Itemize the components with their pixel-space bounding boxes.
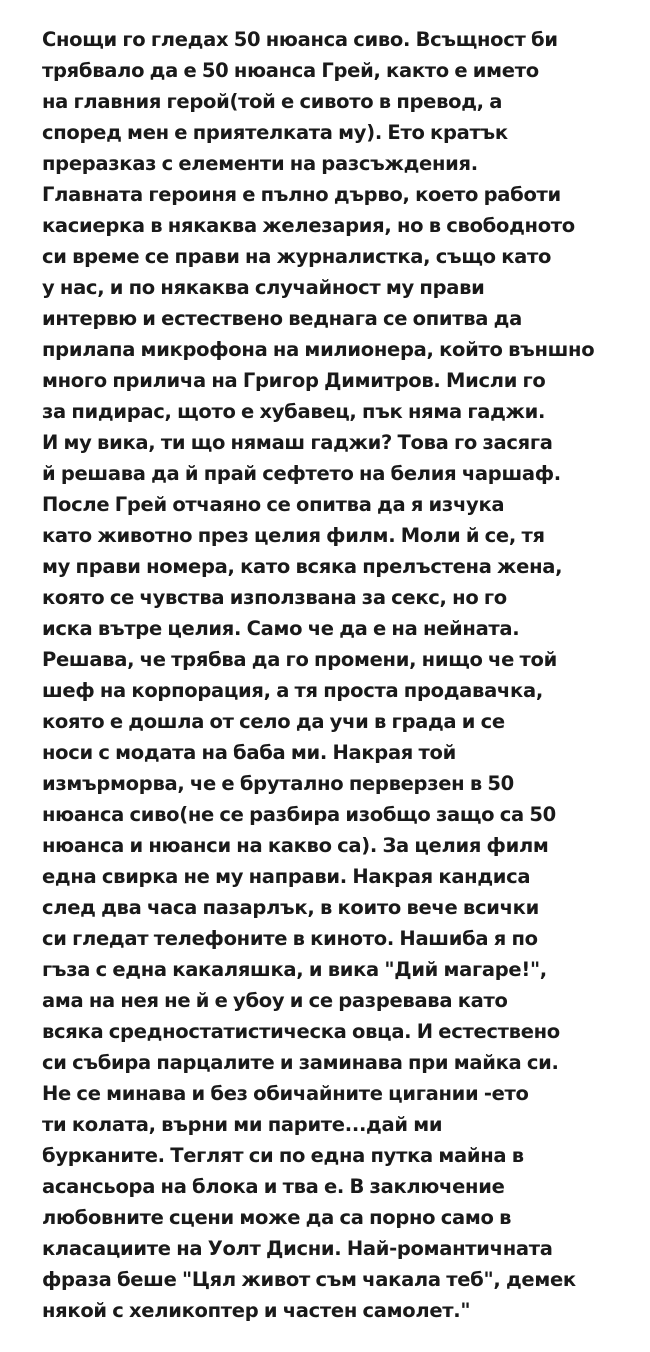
text-line: си гледат телефоните в киното. Нашиба я по: [42, 927, 538, 950]
text-line: носи с модата на баба ми. Накрая той: [42, 741, 456, 764]
text-line: касиерка в някаква железария, но в свободното: [42, 214, 575, 237]
text-line: После Грей отчаяно се опитва да я изчука: [42, 493, 505, 516]
text-line: класациите на Уолт Дисни. Най-романтичната: [42, 1237, 553, 1260]
text-line: иска вътре целия. Само че да е на нейната.: [42, 617, 520, 640]
text-line: на главния герой(той е сивото в превод, а: [42, 90, 503, 113]
text-line: много прилича на Григор Димитров. Мисли го: [42, 369, 546, 392]
text-line: у нас, и по някаква случайност му прави: [42, 276, 485, 299]
text-line: асансьора на блока и тва е. В заключение: [42, 1175, 505, 1198]
text-line: след два часа пазарлък, в които вече всички: [42, 896, 539, 919]
text-line: Главната героиня е пълно дърво, което работи: [42, 183, 561, 206]
text-line: една свирка не му направи. Накрая кандиса: [42, 865, 531, 888]
text-line: И му вика, ти що нямаш гаджи? Това го засяга: [42, 431, 553, 454]
text-line: нюанса сиво(не се разбира изобщо защо са 50: [42, 803, 556, 826]
text-line: която се чувства използвана за секс, но го: [42, 586, 507, 609]
text-line: която е дошла от село да учи в града и се: [42, 710, 505, 733]
text-line: Решава, че трябва да го промени, нищо че той: [42, 648, 558, 671]
text-line: му прави номера, като всяка прелъстена жена,: [42, 555, 563, 578]
text-line: прилапа микрофона на милионера, който външно: [42, 338, 595, 361]
text-line: според мен е приятелката му). Ето кратък: [42, 121, 508, 144]
text-line: като животно през целия филм. Моли й се, тя: [42, 524, 545, 547]
text-line: й решава да й прай сефтето на белия чаршаф.: [42, 462, 561, 485]
text-line: интервю и естествено веднага се опитва да: [42, 307, 522, 330]
post-body-text: [42, 24, 642, 1326]
text-line: преразказ с елементи на разсъждения.: [42, 152, 478, 175]
text-line: Снощи го гледах 50 нюанса сиво. Всъщност би: [42, 28, 558, 51]
text-line: някой с хеликоптер и частен самолет.": [42, 1299, 471, 1322]
text-line: любовните сцени може да са порно само в: [42, 1206, 512, 1229]
text-line: шеф на корпорация, а тя проста продавачка,: [42, 679, 543, 702]
text-line: нюанса и нюанси на какво са). За целия филм: [42, 834, 549, 857]
text-line: гъза с една какаляшка, и вика "Дий магаре!",: [42, 958, 547, 981]
text-line: Не се минава и без обичайните цигании -ето: [42, 1082, 529, 1105]
text-line: ама на нея не й е убоу и се разревава като: [42, 989, 508, 1012]
text-line: си събира парцалите и заминава при майка си.: [42, 1051, 559, 1074]
text-line: си време се прави на журналистка, също като: [42, 245, 552, 268]
text-line: всяка средностатистическа овца. И естествено: [42, 1020, 560, 1043]
text-line: бурканите. Теглят си по една путка майна в: [42, 1144, 524, 1167]
text-line: фраза беше "Цял живот съм чакала теб", демек: [42, 1268, 576, 1291]
text-line: трябвало да е 50 нюанса Грей, както е името: [42, 59, 539, 82]
text-line: измърморва, че е брутално перверзен в 50: [42, 772, 514, 795]
text-line: за пидирас, щото е хубавец, пък няма гаджи.: [42, 400, 546, 423]
text-line: ти колата, върни ми парите...дай ми: [42, 1113, 443, 1136]
